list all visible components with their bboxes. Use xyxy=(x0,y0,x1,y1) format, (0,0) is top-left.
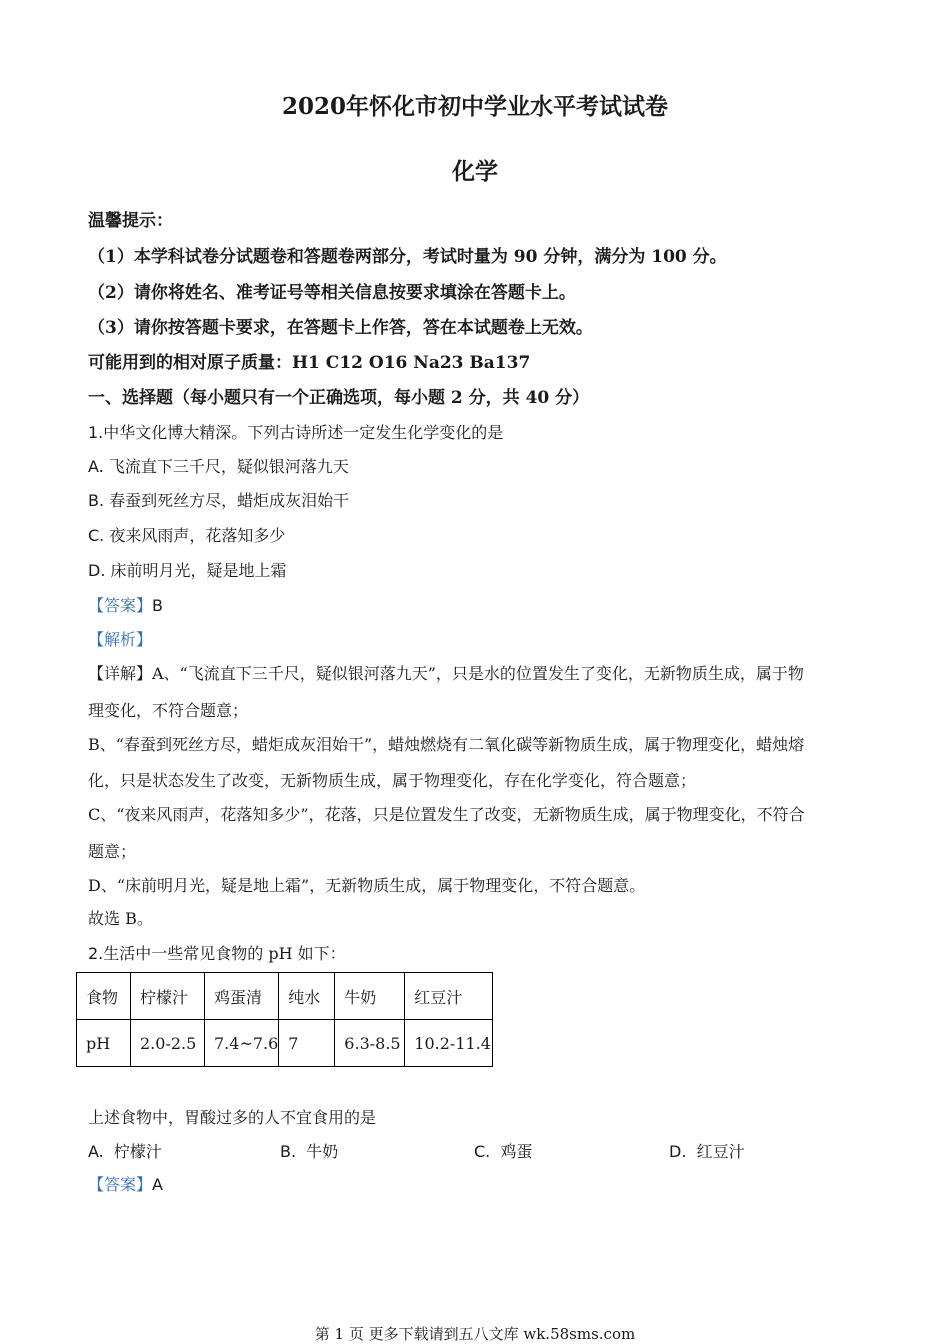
question-2-stem xyxy=(88,941,346,964)
detail-line: 【详解】A、“飞流直下三千尺，疑似银河落九天”，只是水的位置发生了变化，无新物质生成，属于物 xyxy=(88,664,804,683)
option-text: 鸡蛋 xyxy=(500,1142,533,1161)
option-c xyxy=(88,523,285,546)
answer-value: B xyxy=(152,596,163,615)
table-cell: 柠檬汁 xyxy=(131,973,205,1020)
atomic-mass-line: 可能用到的相对原子质量：H1 C12 O16 Na23 Ba137 xyxy=(88,353,531,373)
table-cell: 6.3-8.5 xyxy=(335,1020,405,1067)
tip-item: （3）请你按答题卡要求，在答题卡上作答，答在本试题卷上无效。 xyxy=(88,318,593,338)
option-letter: A. xyxy=(88,457,104,476)
page-footer: 第 1 页 更多下载请到五八文库 wk.58sms.com xyxy=(314,1325,636,1343)
detail-line: 题意； xyxy=(88,842,137,861)
option-text: 春蚕到死丝方尽，蜡炬成灰泪始干 xyxy=(109,491,350,510)
detail-line: B、“春蚕到死丝方尽，蜡炬成灰泪始干”，蜡烛燃烧有二氧化碳等新物质生成，属于物理变化，蜡烛熔 xyxy=(88,735,805,754)
option-text: 飞流直下三千尺，疑似银河落九天 xyxy=(108,457,349,476)
answer-line xyxy=(88,1172,163,1195)
question-text: 中华文化博大精深。下列古诗所述一定发生化学变化的是 xyxy=(103,423,504,442)
answer-line xyxy=(88,593,163,616)
detail-line: C、“夜来风雨声，花落知多少”，花落，只是位置发生了改变，无新物质生成，属于物理变化，不符合 xyxy=(88,805,805,824)
option-b xyxy=(280,1139,338,1162)
option-text: 柠檬汁 xyxy=(113,1142,162,1161)
detail-line: D、“床前明月光，疑是地上霜”，无新物质生成，属于物理变化，不符合题意。 xyxy=(88,876,646,895)
option-letter: D. xyxy=(669,1142,687,1161)
table-cell: pH xyxy=(77,1020,131,1067)
ph-table xyxy=(76,972,493,1067)
option-letter: B. xyxy=(280,1142,297,1161)
table-cell: 2.0-2.5 xyxy=(131,1020,205,1067)
answer-tag: 【答案】 xyxy=(88,1175,153,1194)
detail-line: 化，只是状态发生了改变，无新物质生成，属于物理变化，存在化学变化，符合题意； xyxy=(88,771,697,790)
option-text: 红豆汁 xyxy=(696,1142,745,1161)
subject-title: 化学 xyxy=(452,158,498,185)
table-cell: 纯水 xyxy=(279,973,335,1020)
option-d xyxy=(669,1139,745,1162)
option-d xyxy=(88,558,287,581)
question-2-prompt: 上述食物中，胃酸过多的人不宜食用的是 xyxy=(88,1108,377,1127)
answer-value: A xyxy=(152,1175,163,1194)
table-row xyxy=(77,1020,493,1067)
option-c xyxy=(474,1139,532,1162)
option-text: 床前明月光，疑是地上霜 xyxy=(110,561,287,580)
answer-tag: 【答案】 xyxy=(88,596,153,615)
exam-title: 2020年怀化市初中学业水平考试试卷 xyxy=(281,93,668,120)
table-cell: 10.2-11.4 xyxy=(405,1020,493,1067)
question-1-stem xyxy=(88,420,503,443)
tip-item: （2）请你将姓名、准考证号等相关信息按要求填涂在答题卡上。 xyxy=(88,283,576,303)
tips-heading: 温馨提示： xyxy=(88,211,173,231)
option-text: 夜来风雨声，花落知多少 xyxy=(109,526,286,545)
option-text: 牛奶 xyxy=(306,1142,339,1161)
detail-line: 理变化，不符合题意； xyxy=(88,701,249,720)
table-cell: 鸡蛋清 xyxy=(205,973,279,1020)
table-cell: 7 xyxy=(279,1020,335,1067)
option-letter: C. xyxy=(88,526,105,545)
option-letter: A. xyxy=(88,1142,104,1161)
option-letter: D. xyxy=(88,561,106,580)
table-cell: 7.4~7.6 xyxy=(205,1020,279,1067)
question-number: 2. xyxy=(88,944,104,963)
tip-item: （1）本学科试卷分试题卷和答题卷两部分，考试时量为 90 分钟，满分为 100 分。 xyxy=(88,247,727,267)
question-text: 生活中一些常见食物的 pH 如下： xyxy=(103,944,346,963)
option-letter: C. xyxy=(474,1142,491,1161)
table-cell: 牛奶 xyxy=(335,973,405,1020)
option-a xyxy=(88,1139,162,1162)
table-cell: 食物 xyxy=(77,973,131,1020)
table-cell: 红豆汁 xyxy=(405,973,493,1020)
table-row xyxy=(77,973,493,1020)
question-number: 1. xyxy=(88,423,104,442)
detail-line: 故选 B。 xyxy=(88,909,153,928)
section-heading: 一、选择题（每小题只有一个正确选项，每小题 2 分，共 40 分） xyxy=(88,388,590,408)
analysis-tag: 【解析】 xyxy=(88,630,153,649)
option-b xyxy=(88,488,349,511)
option-letter: B. xyxy=(88,491,105,510)
option-a xyxy=(88,454,349,477)
